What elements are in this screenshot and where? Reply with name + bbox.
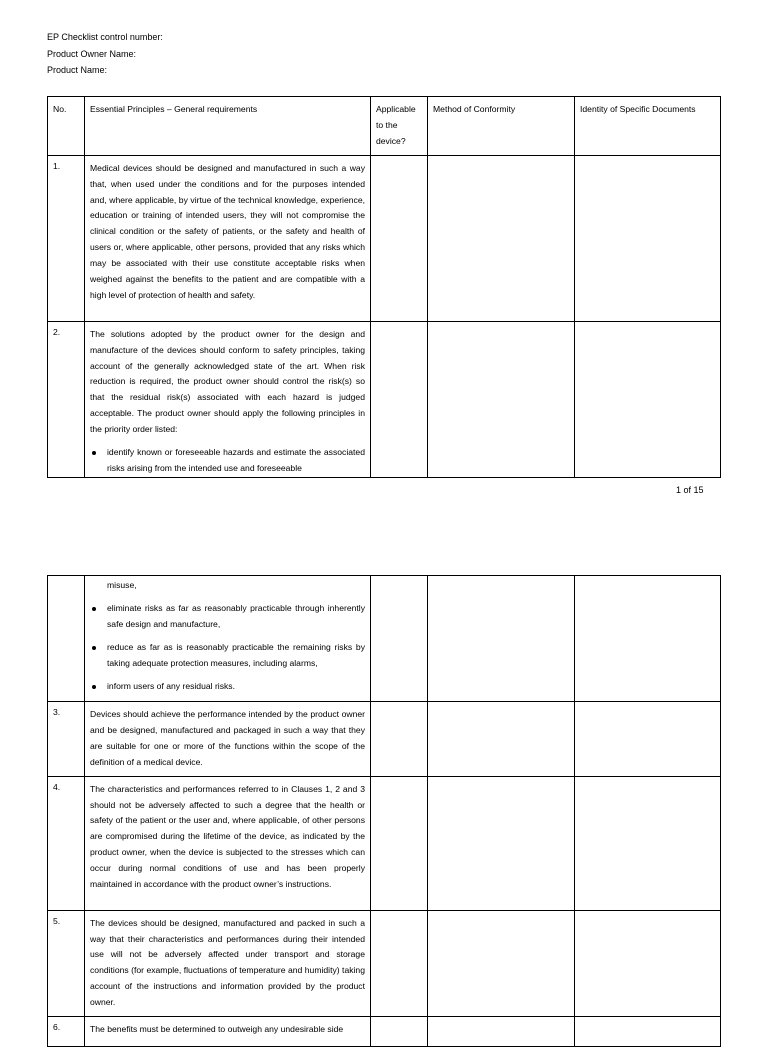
bullet-list xyxy=(90,578,365,694)
col-header-documents: Identity of Specific Documents xyxy=(575,97,721,156)
applicable-cell[interactable] xyxy=(371,1017,428,1047)
method-cell[interactable] xyxy=(428,910,575,1016)
documents-cell[interactable] xyxy=(575,702,721,777)
row-number: 1. xyxy=(48,155,85,321)
table-row xyxy=(48,776,721,910)
essential-principles-table-page2 xyxy=(47,575,721,1047)
product-owner-label: Product Owner Name: xyxy=(47,48,137,59)
requirement-text: Medical devices should be designed and manufactured in such a way that, when used under the conditions and for the purposes intended and, where applicable, by virtue of the technical knowledge, experience, education or training of intended users, they will not compromise the clinical condition or the safety of patients, or the safety and health of users or, where applicable, other persons, provided that any risks which may be associated with their use constitute acceptable risks when weighed against the benefits to the patient and are compatible with a high level of protection of health and safety. xyxy=(85,155,371,321)
row-number: 6. xyxy=(48,1017,85,1047)
essential-principles-table-page1 xyxy=(47,96,721,478)
row-number: 2. xyxy=(48,321,85,477)
row-number: 4. xyxy=(48,776,85,910)
col-header-principles: Essential Principles – General requirements xyxy=(85,97,371,156)
table-header-row xyxy=(48,97,721,156)
documents-cell[interactable] xyxy=(575,155,721,321)
documents-cell[interactable] xyxy=(575,576,721,702)
table-row xyxy=(48,1017,721,1047)
bullet-item: inform users of any residual risks. xyxy=(90,679,365,695)
method-cell[interactable] xyxy=(428,576,575,702)
documents-cell[interactable] xyxy=(575,776,721,910)
row-number: 3. xyxy=(48,702,85,777)
requirement-text xyxy=(85,321,371,477)
method-cell[interactable] xyxy=(428,321,575,477)
documents-cell[interactable] xyxy=(575,910,721,1016)
applicable-cell[interactable] xyxy=(371,776,428,910)
row-number: 5. xyxy=(48,910,85,1016)
method-cell[interactable] xyxy=(428,155,575,321)
applicable-cell[interactable] xyxy=(371,702,428,777)
applicable-cell[interactable] xyxy=(371,321,428,477)
bullet-item: eliminate risks as far as reasonably practicable through inherently safe design and manufacture, xyxy=(90,601,365,633)
bullet-item: reduce as far as is reasonably practicable the remaining risks by taking adequate protection measures, including alarms, xyxy=(90,640,365,672)
table-row xyxy=(48,910,721,1016)
control-number-label: EP Checklist control number: xyxy=(47,32,163,42)
bullet-item-continued: misuse, xyxy=(107,580,137,590)
bullet-item: identify known or foreseeable hazards and estimate the associated risks arising from the intended use and foreseeable xyxy=(90,445,365,477)
requirement-text: Devices should achieve the performance intended by the product owner and be designed, manufactured and packaged in such a way that they are suitable for one or more of the functions within the scope of the definition of a medical device. xyxy=(85,702,371,777)
applicable-cell[interactable] xyxy=(371,576,428,702)
table-row xyxy=(48,155,721,321)
documents-cell[interactable] xyxy=(575,321,721,477)
requirement-paragraph: The solutions adopted by the product owner for the design and manufacture of the devices should conform to safety principles, taking account of the generally acknowledged state of the art. When risk reduction is required, the product owner should control the risk(s) so that the residual risk(s) associated with each hazard is judged acceptable. The product owner should apply the following principles in the priority order listed: xyxy=(90,328,365,435)
requirement-text: The benefits must be determined to outweigh any undesirable side xyxy=(85,1017,371,1047)
col-header-applicable: Applicable to the device? xyxy=(371,97,428,156)
documents-cell[interactable] xyxy=(575,1017,721,1047)
col-header-no: No. xyxy=(48,97,85,156)
table-row xyxy=(48,576,721,702)
method-cell[interactable] xyxy=(428,776,575,910)
method-cell[interactable] xyxy=(428,702,575,777)
table-row xyxy=(48,702,721,777)
applicable-cell[interactable] xyxy=(371,155,428,321)
document-header xyxy=(47,29,163,79)
applicable-cell[interactable] xyxy=(371,910,428,1016)
requirement-text: The devices should be designed, manufactured and packed in such a way that their characteristics and performances during their intended use will not be adversely affected under transport and storage conditions (for example, fluctuations of temperature and humidity) taking account of the instructions and information provided by the product owner. xyxy=(85,910,371,1016)
page-number: 1 of 15 xyxy=(676,485,704,495)
requirement-text: The characteristics and performances referred to in Clauses 1, 2 and 3 should not be adversely affected to such a degree that the health or safety of the patient or the user and, where applicable, of other persons are compromised during the lifetime of the device, as indicated by the product owner, when the device is subjected to the stresses which can occur during normal conditions of use and has been properly maintained in accordance with the product owner’s instructions. xyxy=(85,776,371,910)
requirement-text xyxy=(85,576,371,702)
row-number xyxy=(48,576,85,702)
method-cell[interactable] xyxy=(428,1017,575,1047)
table-row xyxy=(48,321,721,477)
col-header-method: Method of Conformity xyxy=(428,97,575,156)
bullet-list xyxy=(90,445,365,477)
product-name-label: Product Name: xyxy=(47,65,108,75)
